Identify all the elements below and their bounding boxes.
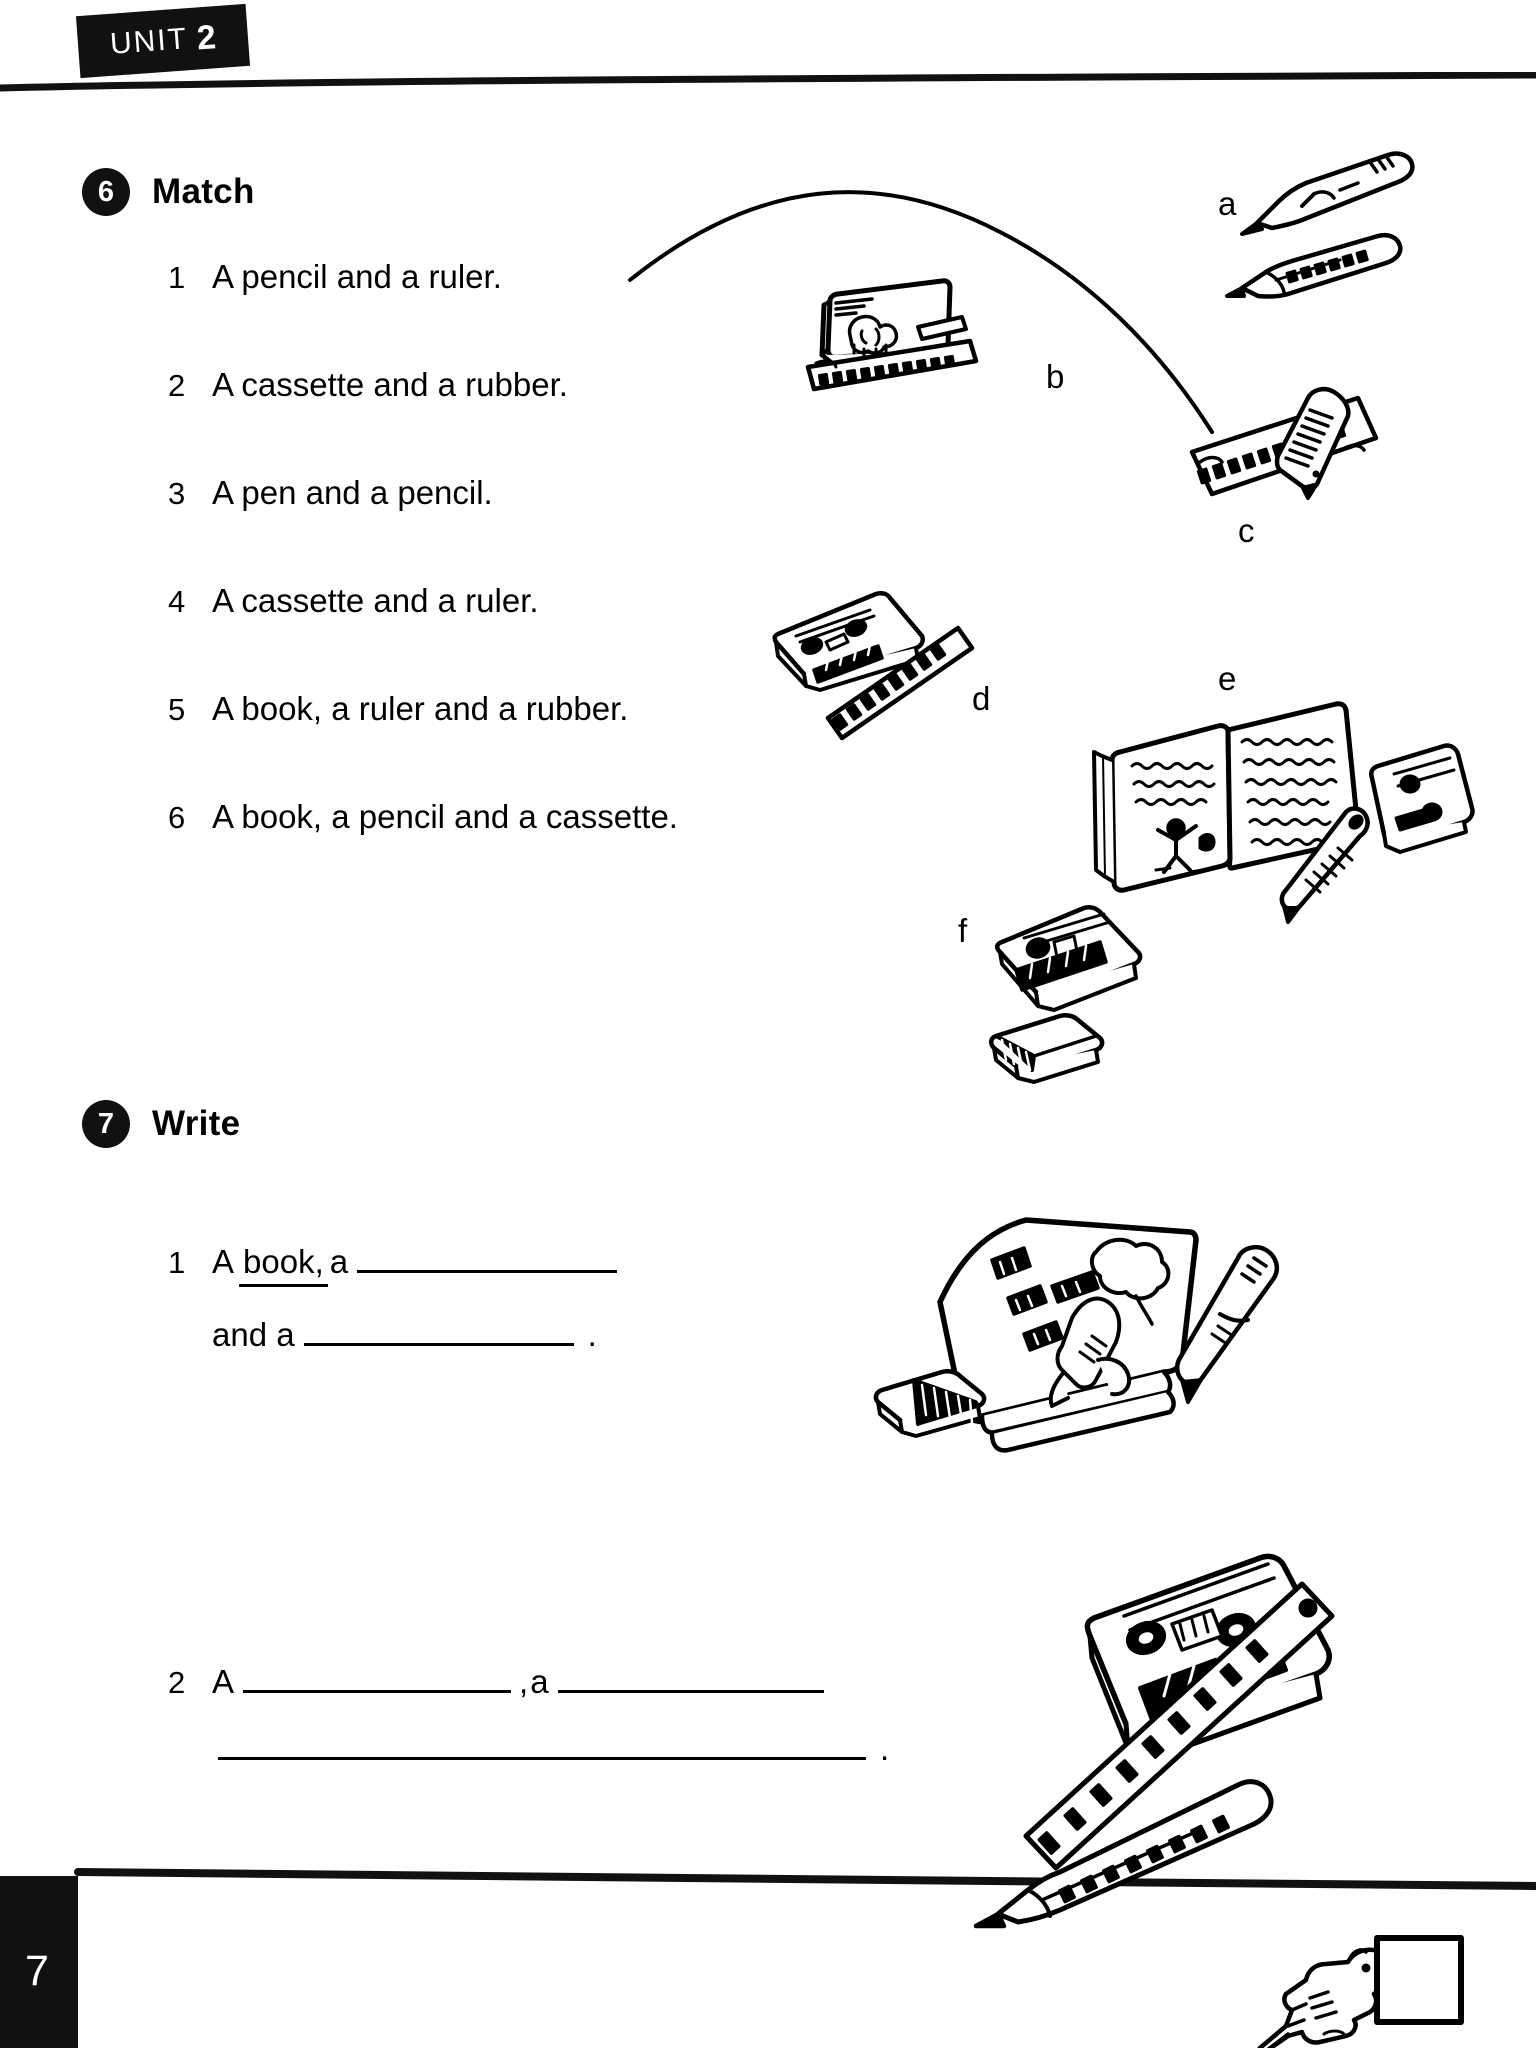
write-item-2 (168, 1660, 1068, 1794)
write-item-1-line-1 (168, 1240, 928, 1287)
match-item[interactable] (168, 582, 808, 690)
sticker-box (1377, 1938, 1461, 2022)
match-item[interactable] (168, 258, 808, 366)
write-item-number: 1 (168, 1245, 186, 1280)
match-item[interactable] (168, 798, 808, 906)
write-blank-1[interactable] (357, 1240, 617, 1273)
match-list (168, 258, 808, 906)
write-blank-5[interactable] (218, 1727, 866, 1760)
match-item-number: 6 (168, 800, 186, 835)
match-item-number: 4 (168, 584, 186, 619)
write-line-mid: a (329, 1243, 349, 1280)
match-item-number: 3 (168, 476, 186, 511)
match-item-text: A book, a pencil and a cassette. (212, 798, 678, 835)
top-page-rule (0, 72, 1536, 98)
write-item-1-line-2 (168, 1313, 928, 1354)
picture-label-b: b (1046, 358, 1065, 395)
match-item-number: 5 (168, 692, 186, 727)
match-item-number: 1 (168, 260, 186, 295)
match-item-number: 2 (168, 368, 186, 403)
write-line-end: . (880, 1730, 890, 1767)
write-line-prefix: A (212, 1663, 235, 1700)
unit-number: 2 (195, 17, 218, 57)
picture-label-f: f (958, 912, 968, 949)
write-item-2-line-2 (168, 1727, 1068, 1768)
match-item-text: A book, a ruler and a rubber. (212, 690, 629, 727)
write-line-comma: , (519, 1663, 529, 1700)
picture-label-c: c (1238, 512, 1255, 549)
write-line-end: . (587, 1316, 597, 1353)
write-line-prefix: A (212, 1243, 235, 1280)
exercise-7-number-badge: 7 (82, 1100, 130, 1148)
write-line-prefix: and a (212, 1316, 295, 1353)
picture-b-book-and-ruler (808, 281, 976, 389)
match-item[interactable] (168, 474, 808, 582)
picture-label-a: a (1218, 185, 1237, 222)
write-item-2-line-1 (168, 1660, 1068, 1701)
write-prefilled-answer: book, (239, 1243, 328, 1287)
write-blank-4[interactable] (558, 1660, 824, 1693)
exercise-6-number-badge: 6 (82, 168, 130, 216)
parrot-icon (1252, 1950, 1416, 2048)
write-blank-3[interactable] (243, 1660, 511, 1693)
write-item-number: 2 (168, 1665, 186, 1700)
match-item-text: A cassette and a ruler. (212, 582, 539, 619)
picture-f-cassette-and-rubber (991, 907, 1140, 1082)
exercise-6-heading (82, 168, 255, 216)
picture-c-ruler-and-pencil (1192, 389, 1376, 498)
bottom-page-rule (0, 1866, 1536, 1892)
match-item-text: A pencil and a ruler. (212, 258, 502, 295)
write-blank-2[interactable] (304, 1313, 574, 1346)
exercise-7-heading (82, 1100, 240, 1148)
write-line-mid: a (530, 1663, 549, 1700)
match-item-text: A cassette and a rubber. (212, 366, 568, 403)
match-item[interactable] (168, 690, 808, 798)
match-item-text: A pen and a pencil. (212, 474, 493, 511)
write-item-1 (168, 1240, 928, 1380)
unit-tab (76, 4, 250, 78)
picture-a-pen-and-pencil (1227, 154, 1412, 297)
unit-word: UNIT (108, 22, 190, 61)
picture-label-e: e (1218, 660, 1237, 697)
picture-e-book-pencil-cassette (1094, 704, 1473, 922)
page-number: 7 (25, 1946, 49, 1995)
exercise-7-title: Write (152, 1104, 241, 1143)
exercise-6-title: Match (152, 172, 255, 211)
match-item[interactable] (168, 366, 808, 474)
write-picture-1-book-pen-rubber (876, 1220, 1277, 1450)
page-number-block (0, 1876, 78, 2048)
picture-label-d: d (972, 680, 991, 717)
